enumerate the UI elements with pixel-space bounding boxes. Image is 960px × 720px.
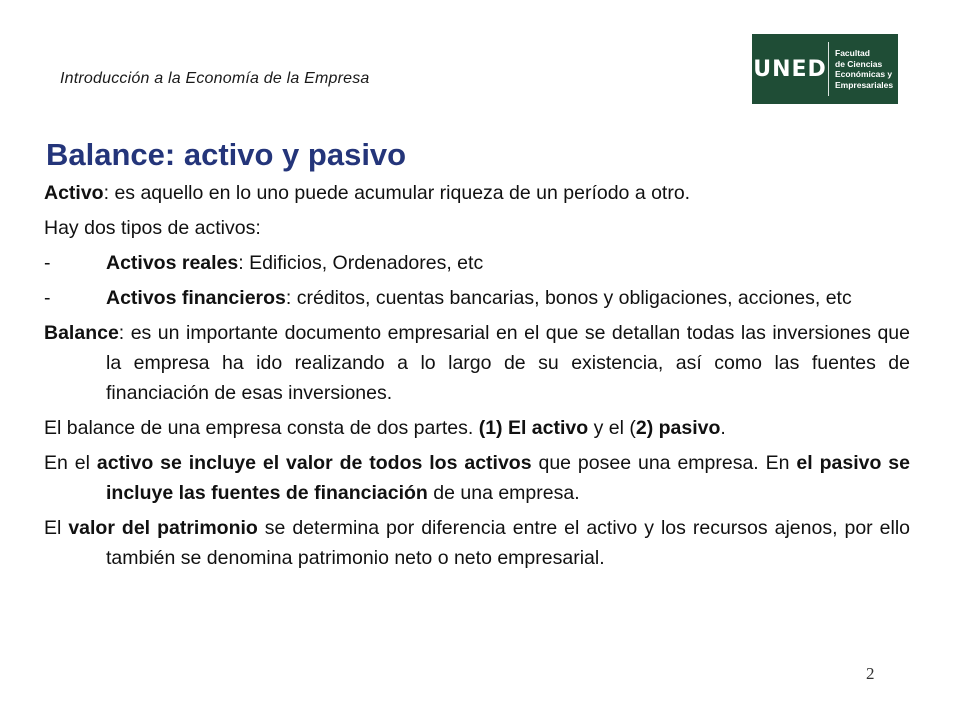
patrimonio-definition [44, 513, 910, 573]
faculty-line: Económicas y [835, 69, 893, 79]
faculty-line: Facultad [835, 48, 870, 58]
balance-partes [44, 413, 910, 443]
patrimonio-term: valor del patrimonio [68, 517, 258, 539]
slide-body [44, 178, 910, 578]
activo-definition [44, 178, 910, 208]
activo-text: : es aquello en lo uno puede acumular riqueza de un período a otro. [103, 182, 691, 204]
balance-term: Balance [44, 322, 119, 344]
bullet-activos-reales [44, 248, 910, 278]
activo-label: (1) El activo [478, 417, 589, 439]
uned-logo-mark: UNED [753, 56, 827, 82]
text-run: de una empresa. [427, 482, 580, 504]
bullet-dash: - [44, 287, 51, 309]
faculty-line: de Ciencias [835, 58, 883, 69]
tipos-intro: Hay dos tipos de activos: [44, 217, 261, 239]
bullet-text [106, 248, 910, 278]
bullet-dash: - [44, 252, 51, 274]
text-run: se determina por diferencia entre el activo y los recursos ajenos, por ello también se denomina patrimonio neto o neto empresarial. [106, 517, 910, 569]
faculty-line: Empresariales [835, 79, 894, 90]
balance-text: : es un importante documento empresarial en el que se detallan todas las inversiones que la empresa ha ido realizando a lo largo de su existencia, así como las fuentes de financiación de esas inversiones. [106, 322, 910, 404]
uned-logo [752, 34, 898, 104]
text-run: En el [44, 452, 97, 474]
text-run: que posee una empresa. En [531, 452, 797, 474]
slide-title: Balance: activo y pasivo [46, 137, 407, 172]
pasivo-label: 2) pasivo [635, 417, 721, 439]
bullet-activos-financieros [44, 283, 910, 313]
text-run: El balance de una empresa consta de dos partes. [44, 417, 479, 439]
activo-pasivo-contenido [44, 448, 910, 508]
faculty-name [829, 48, 898, 90]
text-run: El [44, 517, 69, 539]
bullet-desc: : créditos, cuentas bancarias, bonos y obligaciones, acciones, etc [285, 287, 852, 309]
bullet-text [106, 283, 910, 313]
logo-divider [828, 42, 829, 96]
text-run: . [720, 417, 726, 439]
bullet-term: Activos reales [106, 252, 239, 274]
text-run: y el ( [588, 417, 636, 439]
bullet-desc: : Edificios, Ordenadores, etc [238, 252, 484, 274]
activo-incluye: activo se incluye el valor de todos los activos [96, 452, 532, 474]
balance-definition [44, 318, 910, 408]
pasivo-incluye: el pasivo se incluye las fuentes de financiación [106, 452, 910, 504]
page-number: 2 [866, 664, 875, 683]
activo-term: Activo [44, 182, 104, 204]
course-title: Introducción a la Economía de la Empresa [60, 70, 370, 87]
bullet-term: Activos financieros [106, 287, 286, 309]
